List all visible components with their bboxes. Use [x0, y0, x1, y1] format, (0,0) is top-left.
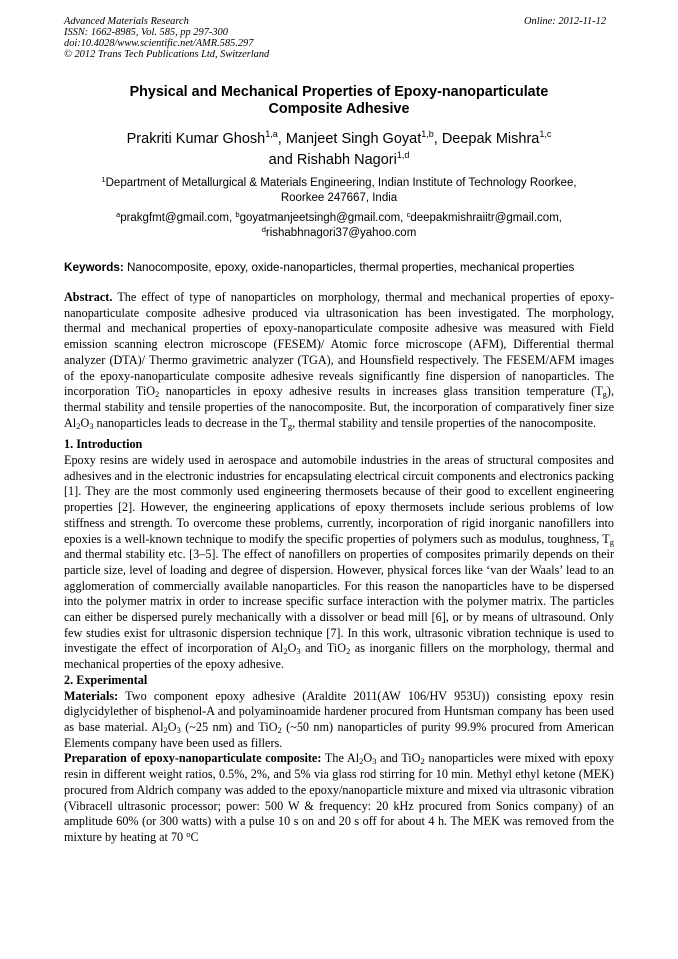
journal-issn: ISSN: 1662-8985, Vol. 585, pp 297-300: [64, 27, 228, 38]
materials-text: Two component epoxy adhesive (Araldite 2011(AW 106/HV 953U)) consisting epoxy resin diglycidylether of bisphenol-A and polyaminoamide hardener procured from Huntsman company has been used as base material. Al: [64, 688, 614, 734]
journal-header: [64, 16, 269, 60]
email-link[interactable]: deepakmishraiitr@gmail.com,: [410, 212, 562, 224]
affiliation: [64, 176, 614, 206]
email-mark: a: [116, 210, 121, 219]
intro-text: O: [287, 641, 297, 656]
abstract-text: , thermal stability and tensile properties of the nanocomposite.: [292, 415, 597, 430]
materials-label: Materials:: [64, 688, 119, 703]
subscript: g: [287, 420, 293, 431]
affiliation-mark: 1: [101, 175, 106, 184]
subscript: 3: [176, 724, 181, 735]
affiliation-line-2: Roorkee 247667, India: [280, 192, 398, 204]
journal-doi: doi:10.4028/www.scientific.net/AMR.585.297: [64, 38, 254, 49]
author-conjunction: and: [268, 152, 297, 168]
affiliation-line-1: [64, 176, 614, 191]
email-mark: c: [406, 210, 411, 219]
section-heading-experimental: 2. Experimental: [64, 672, 148, 687]
subscript: 2: [420, 756, 425, 767]
author-line-2: [64, 150, 614, 171]
subscript: 3: [296, 646, 301, 657]
subscript: 2: [155, 389, 160, 400]
email-link[interactable]: goyatmanjeetsingh@gmail.com,: [239, 212, 407, 224]
author-name: Rishabh Nagori: [296, 152, 397, 168]
intro-text: Epoxy resins are widely used in aerospace and automobile industries in the areas of structural composites and adhesives and in the electronic industries for encapsulating electrical circuit components and electronics packing [1]. They are the most commonly used engineering thermosets because of their good to excellent engineering properties [2]. However, the engineering applications of epoxy thermosets include serious problems of low stiffness and strength. To overcome these problems, currently, incorporation of rigid inorganic nanofillers into epoxies is a well-known technique to modify the specific properties of polymers such as modulus, toughness, T: [64, 453, 614, 546]
author-emails: [64, 211, 614, 241]
paper-body: [64, 290, 614, 846]
subscript: 2: [76, 420, 81, 431]
abstract-text: The effect of type of nanoparticles on morphology, thermal and mechanical properties of epoxy-nanoparticulate composite adhesive produced via ultrasonication has been investigated. The morphology, thermal and mechanical properties of epoxy-nanoparticulate composite adhesive was measured with Field emission scanning electron microscope (FESEM)/ Atomic force microscope (AFM), Differential thermal analyzer (DTA)/ Thermo gravimetric analyzer (TGA), and Hounsfield respectively. The FESEM/AFM images of the epoxy-nanoparticulate composite adhesive reveals significantly fine dispersion of nanoparticles. The incorporation TiO: [64, 290, 614, 399]
abstract-text: nanoparticles leads to decrease in the T: [93, 415, 288, 430]
paper-title: [64, 84, 614, 118]
email-link[interactable]: rishabhnagori37@yahoo.com: [265, 227, 417, 239]
materials-text: O: [167, 719, 177, 734]
author-line-1: [64, 129, 614, 150]
abstract-paragraph: [64, 290, 614, 431]
abstract-text: ), thermal stability and tensile properties of the nanocomposite. But, the incorporation of comparatively finer size Al: [64, 384, 614, 430]
author-affil-mark: 1,a: [265, 129, 278, 139]
introduction-paragraph: [64, 453, 614, 673]
author-separator: ,: [277, 131, 286, 147]
email-mark: d: [261, 225, 266, 234]
online-date: Online: 2012-11-12: [524, 16, 607, 27]
author-list: [64, 129, 614, 171]
subscript: 2: [283, 646, 288, 657]
subscript: 3: [372, 756, 377, 767]
intro-text: and thermal stability etc. [3–5]. The effect of nanofillers on properties of composites primarily depends on their particle size, level of loading and degree of dispersion. However, physical forces like ‘van der Waals’ lead to an agglomeration of commercially available nanoparticles. For this reason the nanoparticles have to be dispersed into the polymer matrix in order to increase specific surface interaction with the polymer matrix. The particles can either be dispersed purely mechanically with a dissolver or bead mill [6], or by means of ultrasound. Only few studies exist for ultrasonic dispersion technique [7]. In this work, ultrasonic vibration technique is used to investigate the effect of incorporation of Al: [64, 547, 614, 656]
preparation-text: and TiO: [376, 751, 421, 766]
title-line-2: Composite Adhesive: [268, 101, 410, 117]
keywords-label: Keywords:: [64, 261, 124, 274]
journal-copyright: © 2012 Trans Tech Publications Ltd, Switzerland: [64, 49, 270, 60]
journal-name: Advanced Materials Research: [64, 16, 189, 27]
email-link[interactable]: prakgfmt@gmail.com,: [120, 212, 236, 224]
keywords-text: Nanocomposite, epoxy, oxide-nanoparticles, thermal properties, mechanical properties: [123, 261, 575, 274]
author-affil-mark: 1,c: [539, 129, 552, 139]
author-name: Deepak Mishra: [441, 131, 540, 147]
section-heading-introduction: 1. Introduction: [64, 437, 143, 452]
materials-text: (~50 nm) nanoparticles of purity 99.9% procured from American Elements company have been used as fillers.: [64, 719, 614, 750]
author-affil-mark: 1,d: [396, 150, 410, 160]
subscript: 2: [346, 646, 351, 657]
preparation-paragraph: [64, 751, 614, 845]
abstract-label: Abstract.: [64, 290, 113, 304]
subscript: 2: [163, 724, 168, 735]
abstract-text: O: [80, 415, 90, 430]
preparation-text: The Al: [321, 751, 360, 766]
email-line-1: [64, 211, 614, 226]
keywords: [64, 260, 614, 275]
intro-text: as inorganic fillers on the morphology, thermal and mechanical properties of the epoxy adhesive.: [64, 641, 614, 672]
author-name: Prakriti Kumar Ghosh: [126, 131, 266, 147]
materials-paragraph: [64, 689, 614, 752]
superscript: o: [186, 828, 191, 839]
intro-text: and TiO: [300, 641, 347, 656]
subscript: 2: [277, 724, 282, 735]
subscript: 3: [89, 420, 94, 431]
email-mark: b: [235, 210, 240, 219]
subscript: 2: [359, 756, 364, 767]
abstract-text: nanoparticles in epoxy adhesive results in increases glass transition temperature (T: [159, 384, 603, 399]
subscript: g: [602, 389, 607, 400]
author-affil-mark: 1,b: [421, 129, 434, 139]
materials-text: (~25 nm) and TiO: [180, 719, 278, 734]
author-name: Manjeet Singh Goyat: [285, 131, 422, 147]
email-line-2: [64, 226, 614, 241]
preparation-text: O: [363, 751, 373, 766]
author-separator: ,: [433, 131, 442, 147]
affiliation-text: Department of Metallurgical & Materials Engineering, Indian Institute of Technology Roorkee,: [105, 177, 577, 189]
subscript: g: [609, 536, 614, 547]
title-line-1: Physical and Mechanical Properties of Epoxy-nanoparticulate: [129, 84, 549, 100]
preparation-text: C: [190, 829, 199, 844]
preparation-label: Preparation of epoxy-nanoparticulate composite:: [64, 751, 322, 766]
preparation-text: nanoparticles were mixed with epoxy resin in different weight ratios, 0.5%, 2%, and 5% via glass rod stirring for 10 min. Methyl ethyl ketone (MEK) procured from Aldrich company was added to the epoxy/nanoparticle mixture and mixed via ultrasonic vibration (Vibracell ultrasonic processor; power: 500 W & frequency: 20 kHz procured from Sonics company) of an amplitude 60% (or 300 watts) with a pulse 10 s on and 20 s off for about 4 h. The MEK was removed from the mixture by heating at 70: [64, 751, 614, 844]
